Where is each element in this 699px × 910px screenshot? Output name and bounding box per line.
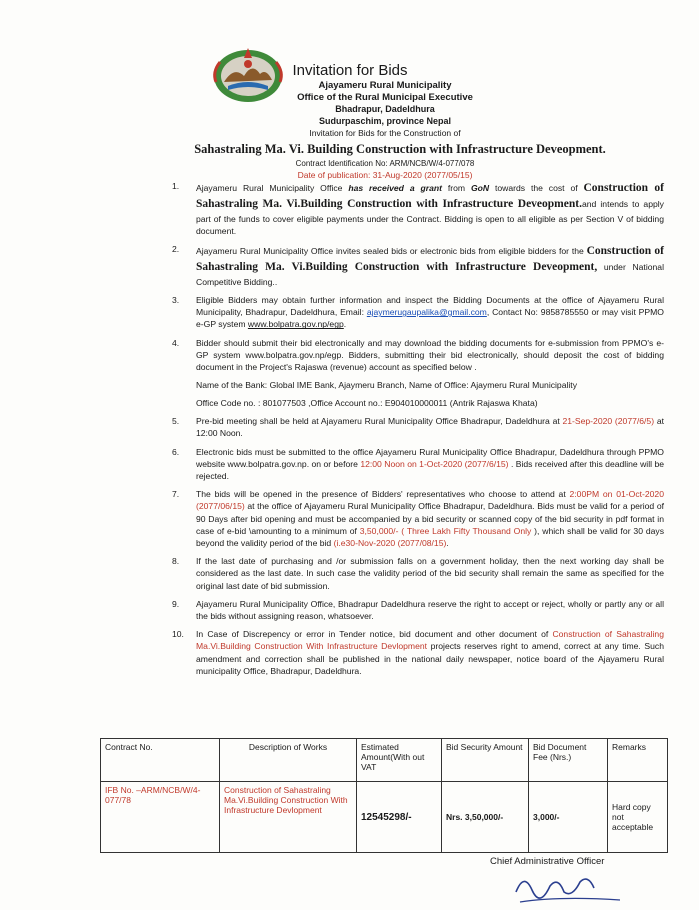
office-account: Office Code no. : 801077503 ,Office Account no.: E904010000011 (Antrik Rajaswa Khata): [196, 398, 538, 409]
table-header-row: [101, 739, 668, 782]
municipality-name: Ajayameru Rural Municipality: [318, 80, 452, 91]
cell-remarks: Hard copy not acceptable: [608, 782, 668, 853]
col-description: Description of Works: [220, 739, 357, 782]
email-link[interactable]: ajaymerugaupalika@gmail.com: [366, 307, 487, 318]
list-item: 5. Pre-bid meeting shall be held at Ajayameru Rural Municipality Office Bhadrapur, Dadeldhura at 21-Sep-2020 (2077/6/5) at 12:00 Noon.: [172, 416, 664, 439]
cell-description: Construction of Sahastraling Ma.Vi.Building Construction With Infrastructure Devlopment: [220, 782, 357, 853]
page-title: Invitation for Bids: [292, 62, 408, 79]
province-name: Sudurpaschim, province Nepal: [318, 116, 452, 126]
cell-amount: 12545298/-: [357, 782, 442, 853]
col-document-fee: Bid Document Fee (Nrs.): [529, 739, 608, 782]
list-item: 2. Ajayameru Rural Municipality Office invites sealed bids or electronic bids from eligible bidders for the Construction of Sahastraling Ma. Vi.Building Construction with Infrastructure Deveopment, under National Competitive Bidding..: [172, 244, 664, 287]
col-estimated-amount: Estimated Amount(With out VAT: [357, 739, 442, 782]
signature-icon: [510, 868, 630, 908]
list-item: 6. Electronic bids must be submitted to the office Ajayameru Rural Municipality Office Bhadrapur, Dadeldhura through PPMO website www.bolpatra.gov.np. on or before 12:00 Noon on 1-Oct-2020 (2077/6/15) . Bids received after this deadline will be rejected.: [172, 446, 664, 482]
cell-security: Nrs. 3,50,000/-: [442, 782, 529, 853]
project-title: Sahastraling Ma. Vi. Building Construction with Infrastructure Deveopment.: [194, 142, 606, 156]
bid-table: [100, 738, 668, 853]
table-row: [101, 782, 668, 853]
col-contract-no: Contract No.: [101, 739, 220, 782]
col-bid-security: Bid Security Amount: [442, 739, 529, 782]
signature-title: Chief Administrative Officer: [490, 856, 605, 867]
list-item: 7. The bids will be opened in the presence of Bidders' representatives who choose to attend at 2:00PM on 01-Oct-2020 (2077/06/15) at the office of Ajayameru Rural Municipality Office Bhadrapur, Dadeldhura. Bids must be valid for a period of 90 Days after bid opening and must be accompanied by a bid security or scanned copy of the bid security in pdf format in case of e-bid \amounting to a minimum of 3,50,000/- ( Three Lakh Fifty Thousand Only ), which shall be valid for 30 days beyond the validity period of the bid (i.e30-Nov-2020 (2077/08/15).: [172, 489, 664, 549]
notice-items: [172, 180, 664, 683]
list-item: 10. In Case of Discrepency or error in Tender notice, bid document and other document of Construction of Sahastraling Ma.Vi.Building Construction With Infrastructure Devlopment projects reserves right to amend, correct at any time. Such amendment and correction shall be published in the national daily newspaper, notice board of the Ajayameru Rural municipality Office, Bhadrapur, Dadeldhura.: [172, 629, 664, 676]
egp-link[interactable]: www.bolpatra.gov.np/egp: [247, 319, 344, 330]
list-item: 3. Eligible Bidders may obtain further information and inspect the Bidding Documents at the office of Ajayameru Rural Municipality, Bhadrapur, Dadeldhura, Email: ajaymerugaupalika@gmail.com, Contact No: 9858785550 or may visit PPMO e-GP system www.bolpatra.gov.np/egp.: [172, 294, 664, 330]
office-name: Office of the Rural Municipal Executive: [297, 92, 473, 103]
office-location: Bhadrapur, Dadeldhura: [335, 104, 435, 114]
invitation-line: Invitation for Bids for the Construction of: [309, 128, 461, 138]
contract-identification: Contract Identification No: ARM/NCB/W/4-077/078: [295, 159, 475, 168]
bank-name: Name of the Bank: Global IME Bank, Ajaymeru Branch, Name of Office: Ajaymeru Rural Municipality: [196, 380, 577, 391]
col-remarks: Remarks: [608, 739, 668, 782]
publication-date: Date of publication: 31-Aug-2020 (2077/05/15): [297, 170, 473, 180]
list-item: 1. Ajayameru Rural Municipality Office has received a grant from GoN towards the cost of Construction of Sahastraling Ma. Vi.Building Construction with Infrastructure Deveopment.and intends to apply part of the funds to cover eligible payments under the Contract. Bidding is open to all eligible as per Section V of bidding document.: [172, 181, 664, 236]
list-item: 8. If the last date of purchasing and /or submission falls on a government holiday, then the next working day shall be considered as the last date. In such case the validity period of the bid security shall remain the same as specified for the original last date of bid submission.: [172, 556, 664, 591]
list-item: 4. Bidder should submit their bid electronically and may download the bidding documents for e-submission from PPMO's e-GP system www.bolpatra.gov.np/egp. Bidders, submitting their bid electronically, should deposit the cost of bidding document in the Project's Rajaswa (revenue) account as specified below .: [172, 337, 664, 372]
cell-contract: IFB No. –ARM/NCB/W/4-077/78: [101, 782, 220, 853]
list-item: 9. Ajayameru Rural Municipality Office, Bhadrapur Dadeldhura reserve the right to accept or reject, wholly or partly any or all the bids without assigning reason, whatsoever.: [172, 598, 664, 622]
cell-fee: 3,000/-: [529, 782, 608, 853]
